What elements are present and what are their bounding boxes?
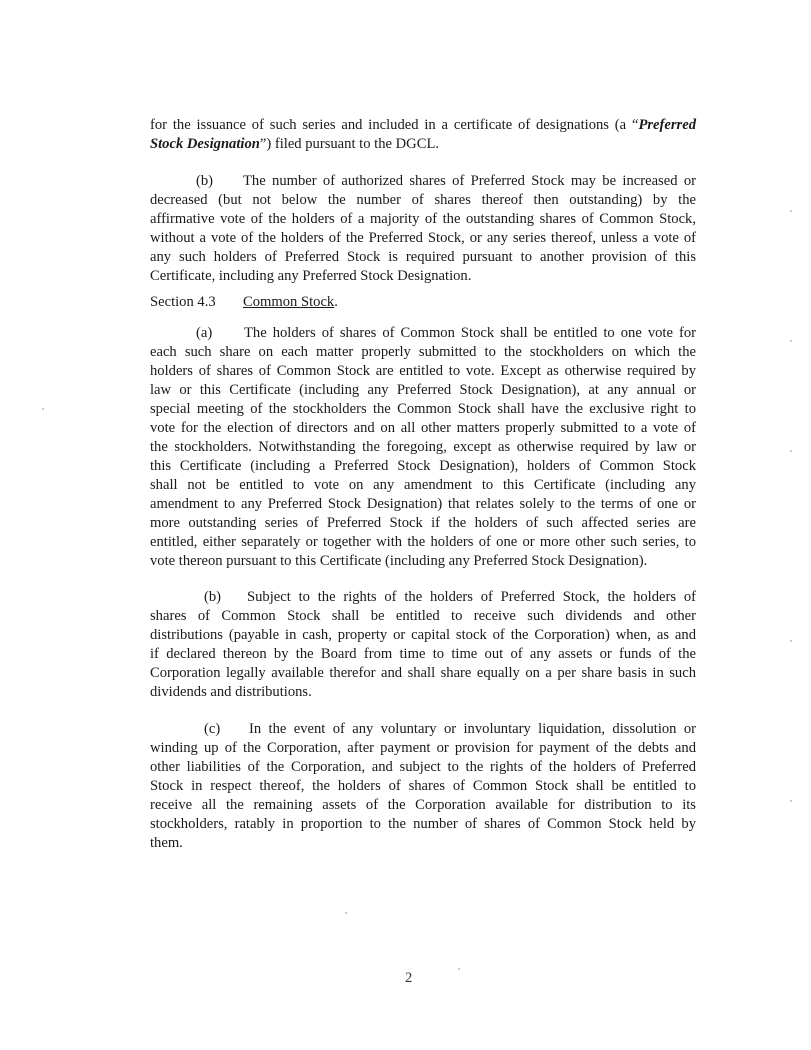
paragraph-line: them. [150,835,183,851]
paragraph-line: if declared thereon by the Board from time to time out of any assets or funds of the [150,646,696,662]
paragraph-line: Subject to the rights of the holders of Preferred Stock, the holders of [247,589,696,605]
paragraph-line: without a vote of the holders of the Preferred Stock, or any series thereof, unless a vote of [150,230,696,246]
intro-line-1 [150,116,696,135]
paragraph-label-b: (b) [204,589,222,605]
paragraph-label-b: (b) [196,173,214,189]
paragraph-line: law or this Certificate (including any Preferred Stock Designation), at any annual or [150,382,696,398]
paragraph-line: entitled, either separately or together with the holders of one or more other such series, to [150,534,696,550]
intro-text: ”) filed pursuant to the DGCL. [259,136,440,152]
intro-text: for the issuance of such series and included in a certificate of designations (a “ [150,117,639,133]
paragraph-line: Stock in respect thereof, the holders of shares of Common Stock shall be entitled to [150,778,696,794]
scan-speck [458,968,460,970]
paragraph-line: amendment to any Preferred Stock Designation) that relates solely to the terms of one or [150,496,696,512]
paragraph-line: affirmative vote of the holders of a majority of the outstanding shares of Common Stock, [150,211,696,227]
defined-term: Preferred [638,117,696,133]
paragraph-line: shall not be entitled to vote on any amendment to this Certificate (including any [150,477,696,493]
paragraph-line: stockholders, ratably in proportion to the number of shares of Common Stock held by [150,816,696,832]
paragraph-line: In the event of any voluntary or involuntary liquidation, dissolution or [249,721,696,737]
paragraph-line: receive all the remaining assets of the Corporation available for distribution to its [150,797,696,813]
paragraph-line: vote thereon pursuant to this Certificate (including any Preferred Stock Designation). [150,553,648,569]
paragraph-line: shares of Common Stock shall be entitled to receive such dividends and other [150,608,696,624]
section-title-period: . [334,294,338,310]
scan-speck [790,340,792,342]
paragraph-line: holders of shares of Common Stock are entitled to vote. Except as otherwise required by [150,363,696,379]
paragraph-line: special meeting of the stockholders the Common Stock shall have the exclusive right to [150,401,696,417]
paragraph-line: The number of authorized shares of Preferred Stock may be increased or [243,173,696,189]
scan-speck [42,408,44,410]
paragraph-line: distributions (payable in cash, property or capital stock of the Corporation) when, as and [150,627,696,643]
paragraph-line: Certificate, including any Preferred Stock Designation. [150,268,472,284]
paragraph-line: dividends and distributions. [150,684,312,700]
scan-speck [790,800,792,802]
paragraph-line: decreased (but not below the number of shares thereof then outstanding) by the [150,192,696,208]
paragraph-line: each such share on each matter properly submitted to the stockholders on which the [150,344,696,360]
paragraph-line: more outstanding series of Preferred Stock if the holders of such affected series are [150,515,696,531]
scan-speck [345,912,347,914]
paragraph-line: Corporation legally available therefor and shall share equally on a per share basis in such [150,665,696,681]
scan-speck [790,640,792,642]
paragraph-label-c: (c) [204,721,221,737]
section-number: Section 4.3 [150,294,216,310]
page-number: 2 [405,970,413,986]
paragraph-line: other liabilities of the Corporation, and subject to the rights of the holders of Preferred [150,759,696,775]
scan-speck [790,450,792,452]
section-title-text: Common Stock [243,294,335,310]
intro-line-2 [150,135,696,154]
paragraph-line: the stockholders. Notwithstanding the foregoing, except as otherwise required by law or [150,439,696,455]
defined-term: Stock Designation [150,136,260,152]
paragraph-line: winding up of the Corporation, after payment or provision for payment of the debts and [150,740,696,756]
section-title [243,293,338,312]
scan-speck [790,210,792,212]
paragraph-line: this Certificate (including a Preferred Stock Designation), holders of Common Stock [150,458,696,474]
paragraph-line: vote for the election of directors and on all other matters properly submitted to a vote of [150,420,696,436]
paragraph-line: The holders of shares of Common Stock shall be entitled to one vote for [244,325,696,341]
paragraph-label-a: (a) [196,325,213,341]
paragraph-line: any such holders of Preferred Stock is required pursuant to another provision of this [150,249,696,265]
